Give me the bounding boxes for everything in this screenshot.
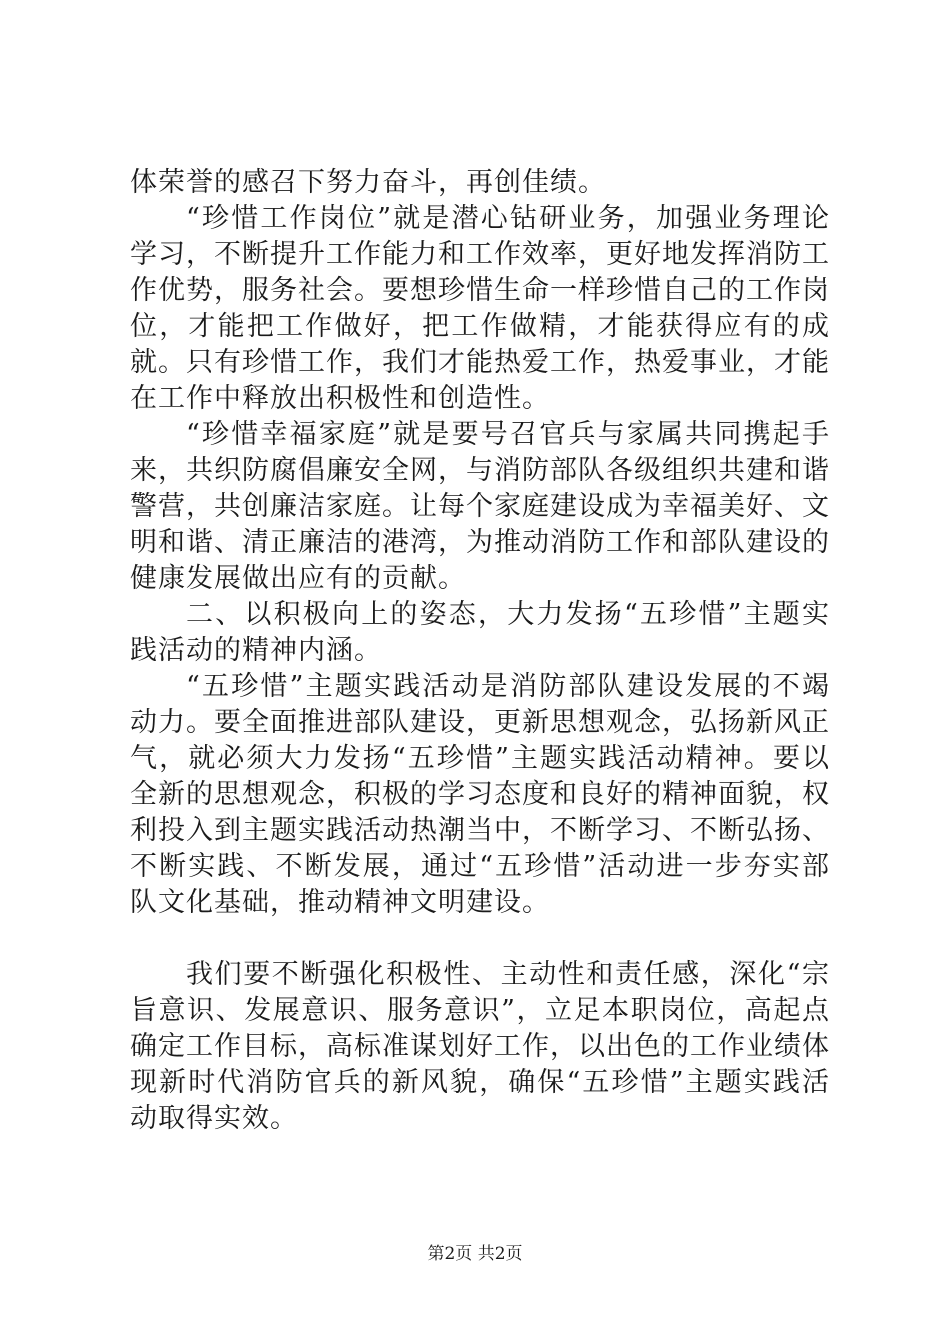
document-body <box>130 165 830 1137</box>
page-number-footer: 第2页 共2页 <box>427 1244 523 1264</box>
paragraph-continuation: 体荣誉的感召下努力奋斗，再创佳绩。 <box>130 167 606 198</box>
paragraph-happy-family: “珍惜幸福家庭”就是要号召官兵与家属共同携起手来，共织防腐倡廉安全网，与消防部队各级组织共建和谐警营，共创廉洁家庭。让每个家庭建设成为幸福美好、文明和谐、清正廉洁的港湾，为推动消防工作和部队建设的健康发展做出应有的贡献。 <box>130 419 830 594</box>
paragraph-conclusion: 我们要不断强化积极性、主动性和责任感，深化“宗旨意识、发展意识、服务意识”，立足本职岗位，高起点确定工作目标，高标准谋划好工作，以出色的工作业绩体现新时代消防官兵的新风貌，确保“五珍惜”主题实践活动取得实效。 <box>130 959 830 1134</box>
section-heading-two: 二、以积极向上的姿态，大力发扬“五珍惜”主题实践活动的精神内涵。 <box>130 599 830 666</box>
paragraph-five-cherish: “五珍惜”主题实践活动是消防部队建设发展的不竭动力。要全面推进部队建设，更新思想观念，弘扬新风正气，就必须大力发扬“五珍惜”主题实践活动精神。要以全新的思想观念，积极的学习态度和良好的精神面貌，权利投入到主题实践活动热潮当中，不断学习、不断弘扬、不断实践、不断发展，通过“五珍惜”活动进一步夯实部队文化基础，推动精神文明建设。 <box>130 671 830 918</box>
paragraph-work-position: “珍惜工作岗位”就是潜心钻研业务，加强业务理论学习，不断提升工作能力和工作效率，更好地发挥消防工作优势，服务社会。要想珍惜生命一样珍惜自己的工作岗位，才能把工作做好，把工作做精，才能获得应有的成就。只有珍惜工作，我们才能热爱工作，热爱事业，才能在工作中释放出积极性和创造性。 <box>130 203 830 414</box>
